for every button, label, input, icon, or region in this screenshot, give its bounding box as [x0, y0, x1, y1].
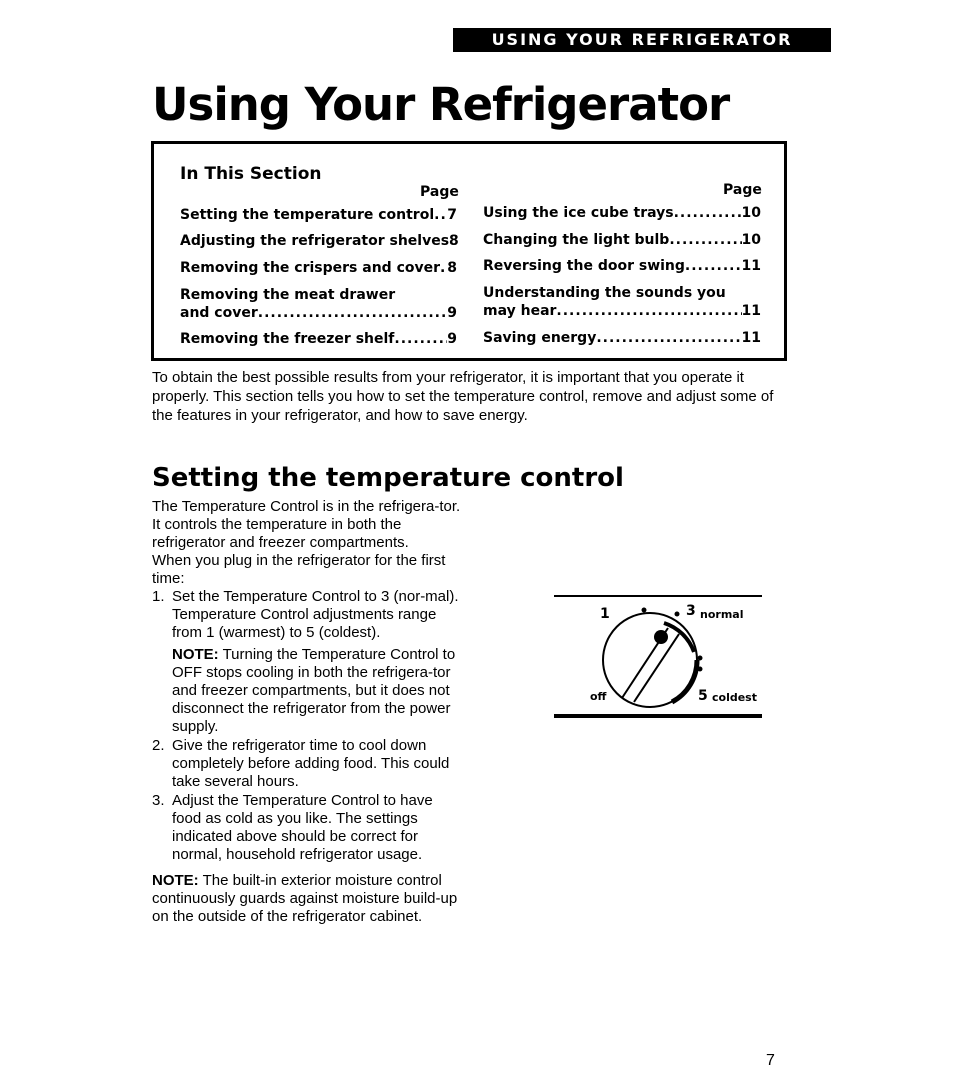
dial-label-coldest: coldest	[712, 691, 757, 704]
toc-entry-sounds: Understanding the sounds you may hear ..... 11	[483, 284, 761, 320]
section-header-tab: USING YOUR REFRIGERATOR	[453, 28, 831, 52]
in-this-section-box	[151, 141, 787, 361]
step-2: 2. Give the refrigerator time to cool down completely before adding food. This could take several hours.	[152, 737, 450, 790]
toc-entry-freezer-shelf: Removing the freezer shelf ..... 9	[180, 330, 457, 348]
toc-page-label-right: Page	[723, 182, 762, 198]
page-number: 7	[766, 1052, 775, 1069]
intro-paragraph: To obtain the best possible results from your refrigerator, it is important that you operate it properly. This section tells you how to set the temperature control, remove and adjust some of the features in your refrigerator, and how to save energy.	[152, 369, 774, 424]
dial-label-3: 3	[686, 603, 696, 619]
toc-entry-meat-drawer: Removing the meat drawer and cover ..... 9	[180, 286, 457, 322]
toc-entry-door-swing: Reversing the door swing ..... 11	[483, 257, 761, 275]
section-paragraph-1: The Temperature Control is in the refrigera-tor. It controls the temperature in both the refrigerator and freezer compartments.	[152, 498, 461, 551]
dial-label-5: 5	[698, 688, 708, 704]
toc-heading: In This Section	[180, 164, 322, 184]
dial-label-off: off	[590, 690, 607, 703]
moisture-note: NOTE: The built-in exterior moisture control continuously guards against moisture build-up on the outside of the refrigerator cabinet.	[152, 872, 458, 925]
temperature-control-dial-illustration	[552, 590, 764, 722]
toc-entry-light-bulb: Changing the light bulb ..... 10	[483, 231, 761, 249]
toc-entry-ice-cube-trays: Using the ice cube trays ..... 10	[483, 204, 761, 222]
toc-entry-temperature-control: Setting the temperature control ..... 7	[180, 206, 457, 224]
toc-page-label-left: Page	[420, 184, 459, 200]
page-title: Using Your Refrigerator	[152, 78, 730, 131]
toc-entry-saving-energy: Saving energy ..... 11	[483, 329, 761, 347]
dial-label-1: 1	[600, 606, 610, 622]
dial-label-normal: normal	[700, 608, 744, 621]
step-1: 1. Set the Temperature Control to 3 (nor-mal). Temperature Control adjustments range from 1 (warmest) to 5 (coldest). NOTE: Turning the Temperature Control to OFF stops cooling in both the refrigera-tor and freezer compartments, but it does not disconnect the refrigerator from the power supply.	[152, 588, 459, 735]
section-title: Setting the temperature control	[152, 463, 624, 493]
toc-entry-shelves: Adjusting the refrigerator shelves 8	[180, 233, 459, 249]
section-paragraph-2: When you plug in the refrigerator for the first time:	[152, 552, 446, 587]
step-3: 3. Adjust the Temperature Control to have food as cold as you like. The settings indicated above should be correct for normal, household refrigerator usage.	[152, 792, 433, 863]
toc-entry-crispers: Removing the crispers and cover ..... 8	[180, 259, 457, 277]
